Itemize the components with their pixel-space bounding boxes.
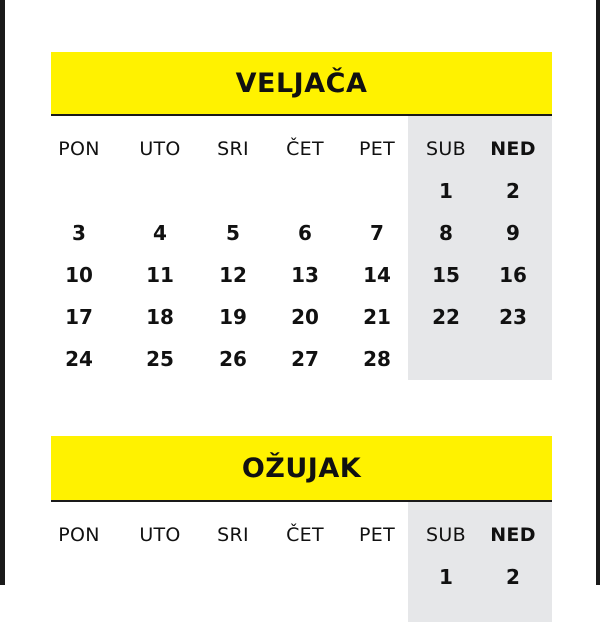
- page-border-right: [596, 0, 600, 585]
- day-cell: 17: [65, 305, 93, 329]
- day-cell: 3: [72, 221, 86, 245]
- day-cell: 27: [291, 347, 319, 371]
- day-cell: 9: [506, 221, 520, 245]
- week-row: [51, 254, 552, 296]
- week-row: [51, 170, 552, 212]
- day-cell: 26: [219, 347, 247, 371]
- day-cell: [49, 556, 109, 598]
- day-cell: [130, 556, 190, 598]
- day-cell: 2: [506, 565, 520, 589]
- day-cell: 18: [146, 305, 174, 329]
- month-calendar-march: [51, 436, 552, 598]
- weekday-sub: SUB: [426, 524, 466, 546]
- day-cell: [347, 556, 407, 598]
- day-cell: 8: [439, 221, 453, 245]
- weekday-uto: UTO: [139, 138, 181, 160]
- day-cell: [275, 170, 335, 212]
- day-cell: 16: [499, 263, 527, 287]
- page-border-left: [0, 0, 5, 585]
- day-cell: 20: [291, 305, 319, 329]
- day-cell: 2: [506, 179, 520, 203]
- weekday-pon: PON: [58, 524, 100, 546]
- day-cell: 12: [219, 263, 247, 287]
- weekday-cet: ČET: [286, 138, 324, 160]
- week-row: [51, 212, 552, 254]
- calendar-grid: [51, 502, 552, 598]
- day-cell: [49, 170, 109, 212]
- week-row: [51, 296, 552, 338]
- day-cell: 1: [439, 565, 453, 589]
- day-cell: [275, 556, 335, 598]
- day-cell: 4: [153, 221, 167, 245]
- day-cell: 1: [439, 179, 453, 203]
- weekday-uto: UTO: [139, 524, 181, 546]
- month-title: VELJAČA: [51, 52, 552, 116]
- day-cell: 23: [499, 305, 527, 329]
- day-cell: [347, 170, 407, 212]
- day-cell: 22: [432, 305, 460, 329]
- day-cell: [130, 170, 190, 212]
- day-cell: 25: [146, 347, 174, 371]
- day-cell: 14: [363, 263, 391, 287]
- day-cell: 11: [146, 263, 174, 287]
- day-cell: 6: [298, 221, 312, 245]
- weekday-cet: ČET: [286, 524, 324, 546]
- day-cell: [203, 556, 263, 598]
- weekday-pet: PET: [359, 138, 395, 160]
- weekday-sri: SRI: [217, 138, 249, 160]
- day-cell: 5: [226, 221, 240, 245]
- day-cell: [483, 338, 543, 380]
- weekday-sub: SUB: [426, 138, 466, 160]
- day-cell: 7: [370, 221, 384, 245]
- day-cell: 13: [291, 263, 319, 287]
- day-cell: 19: [219, 305, 247, 329]
- day-cell: 21: [363, 305, 391, 329]
- weekday-pet: PET: [359, 524, 395, 546]
- month-calendar-february: [51, 52, 552, 380]
- day-cell: 15: [432, 263, 460, 287]
- weekday-ned: NED: [490, 524, 536, 546]
- weekday-sri: SRI: [217, 524, 249, 546]
- day-cell: 10: [65, 263, 93, 287]
- day-cell: 28: [363, 347, 391, 371]
- day-cell: 24: [65, 347, 93, 371]
- calendar-grid: [51, 116, 552, 380]
- month-title: OŽUJAK: [51, 436, 552, 502]
- day-cell: [203, 170, 263, 212]
- weekday-ned: NED: [490, 138, 536, 160]
- week-row: [51, 556, 552, 598]
- weekday-pon: PON: [58, 138, 100, 160]
- week-row: [51, 338, 552, 380]
- day-cell: [416, 338, 476, 380]
